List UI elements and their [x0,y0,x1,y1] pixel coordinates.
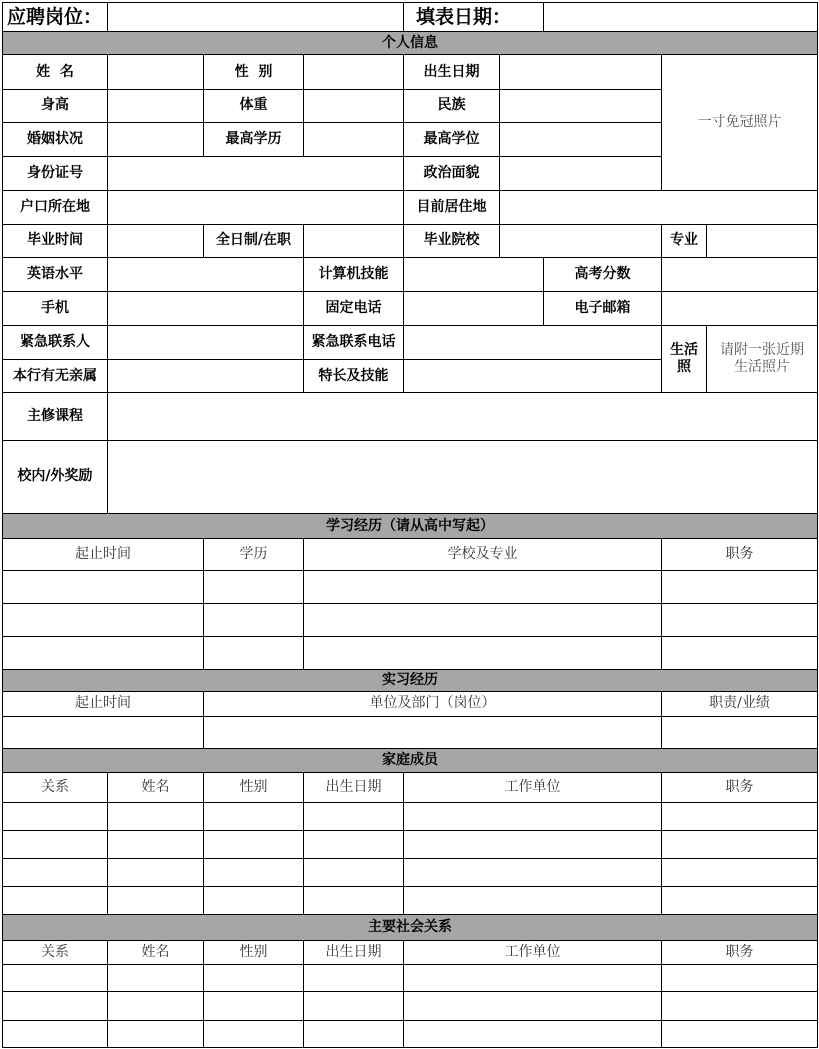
study-cell[interactable] [204,637,304,669]
social-row [3,992,818,1020]
internship-row [3,716,818,748]
social-cell[interactable] [404,992,662,1020]
gender-label: 性 别 [204,55,304,89]
family-cell[interactable] [108,830,204,858]
id-number-label: 身份证号 [3,157,108,190]
internship-col-period: 起止时间 [3,691,204,716]
name-field[interactable] [108,55,204,89]
residence-label: 目前居住地 [404,190,500,224]
gender-field[interactable] [304,55,404,89]
social-cell[interactable] [204,965,304,992]
marital-field[interactable] [108,123,204,157]
awards-field[interactable] [108,440,818,514]
school-label: 毕业院校 [404,224,500,257]
life-photo-label [662,325,707,393]
skills-field[interactable] [404,359,662,392]
family-section-header: 家庭成员 [3,749,818,773]
major-field[interactable] [707,224,818,257]
application-form [2,2,818,1048]
family-row [3,887,818,914]
study-col-degree: 学历 [204,539,304,570]
family-cell[interactable] [204,802,304,830]
weight-field[interactable] [304,89,404,122]
family-cell[interactable] [204,830,304,858]
email-field[interactable] [662,292,818,325]
family-cell[interactable] [304,802,404,830]
study-col-period: 起止时间 [3,539,204,570]
study-cell[interactable] [662,570,818,603]
courses-field[interactable] [108,393,818,440]
name-label: 姓 名 [3,55,108,89]
study-row [3,604,818,637]
social-cell[interactable] [662,992,818,1020]
social-col-relation: 关系 [3,940,108,964]
social-cell[interactable] [304,1020,404,1047]
personal-section-header: 个人信息 [3,32,818,55]
family-cell[interactable] [662,830,818,858]
family-cell[interactable] [3,887,108,914]
height-field[interactable] [108,89,204,122]
family-cell[interactable] [108,802,204,830]
marital-label: 婚姻状况 [3,123,108,157]
study-cell[interactable] [304,570,662,603]
social-cell[interactable] [404,965,662,992]
family-row [3,802,818,830]
birth-date-label: 出生日期 [404,55,500,89]
study-cell[interactable] [3,570,204,603]
courses-label: 主修课程 [3,393,108,440]
study-row [3,570,818,603]
social-col-name: 姓名 [108,940,204,964]
political-field[interactable] [500,157,662,190]
relatives-field[interactable] [108,359,304,392]
computer-field[interactable] [404,258,544,292]
family-cell[interactable] [3,859,108,887]
family-cell[interactable] [404,859,662,887]
skills-label: 特长及技能 [304,359,404,392]
life-photo-box[interactable] [707,325,818,393]
family-col-name: 姓名 [108,773,204,802]
emergency-phone-field[interactable] [404,325,662,359]
email-label: 电子邮箱 [544,292,662,325]
english-label: 英语水平 [3,258,108,292]
social-col-birth: 出生日期 [304,940,404,964]
awards-label: 校内/外奖励 [3,440,108,514]
landline-label: 固定电话 [304,292,404,325]
social-row [3,1020,818,1047]
internship-cell[interactable] [204,716,662,748]
date-label: 填表日期： [404,3,544,32]
social-cell[interactable] [108,992,204,1020]
internship-cell[interactable] [662,716,818,748]
social-cell[interactable] [3,965,108,992]
family-cell[interactable] [108,887,204,914]
birth-date-field[interactable] [500,55,662,89]
social-cell[interactable] [662,1020,818,1047]
position-label: 应聘岗位： [3,3,108,32]
family-cell[interactable] [3,830,108,858]
degree-field[interactable] [500,123,662,157]
family-col-birth: 出生日期 [304,773,404,802]
family-cell[interactable] [404,802,662,830]
internship-cell[interactable] [3,716,204,748]
family-cell[interactable] [662,887,818,914]
social-cell[interactable] [404,1020,662,1047]
computer-label: 计算机技能 [304,258,404,292]
study-cell[interactable] [3,604,204,637]
social-cell[interactable] [108,1020,204,1047]
study-cell[interactable] [662,637,818,669]
family-cell[interactable] [3,802,108,830]
study-cell[interactable] [204,570,304,603]
emergency-contact-field[interactable] [108,325,304,359]
emergency-phone-label: 紧急联系电话 [304,325,404,359]
life-photo-label-text: 生活照 [670,341,699,375]
gaokao-label: 高考分数 [544,258,662,292]
family-cell[interactable] [404,830,662,858]
height-label: 身高 [3,89,108,122]
study-cell[interactable] [304,604,662,637]
english-field[interactable] [108,258,304,292]
study-col-position: 职务 [662,539,818,570]
family-col-position: 职务 [662,773,818,802]
social-row [3,965,818,992]
social-col-gender: 性别 [204,940,304,964]
internship-col-unit: 单位及部门（岗位） [204,691,662,716]
internship-col-duties: 职责/业绩 [662,691,818,716]
social-cell[interactable] [204,1020,304,1047]
study-col-school: 学校及专业 [304,539,662,570]
education-field[interactable] [304,123,404,157]
grad-time-field[interactable] [108,224,204,257]
social-cell[interactable] [304,992,404,1020]
family-cell[interactable] [108,859,204,887]
id-photo-box[interactable]: 一寸免冠照片 [662,55,818,190]
political-label: 政治面貌 [404,157,500,190]
family-row [3,830,818,858]
family-cell[interactable] [204,887,304,914]
major-label: 专业 [662,224,707,257]
family-cell[interactable] [662,802,818,830]
social-col-position: 职务 [662,940,818,964]
social-col-workplace: 工作单位 [404,940,662,964]
mobile-field[interactable] [108,292,304,325]
emergency-contact-label: 紧急联系人 [3,325,108,359]
social-cell[interactable] [204,992,304,1020]
mobile-label: 手机 [3,292,108,325]
social-cell[interactable] [662,965,818,992]
family-col-relation: 关系 [3,773,108,802]
hukou-field[interactable] [108,190,404,224]
study-cell[interactable] [204,604,304,637]
social-cell[interactable] [108,965,204,992]
social-cell[interactable] [3,1020,108,1047]
family-cell[interactable] [404,887,662,914]
family-col-workplace: 工作单位 [404,773,662,802]
family-row [3,859,818,887]
degree-label: 最高学位 [404,123,500,157]
date-value-field[interactable] [544,3,818,32]
residence-field[interactable] [500,190,818,224]
internship-section-header: 实习经历 [3,669,818,691]
position-value-field[interactable] [108,3,404,32]
grad-time-label: 毕业时间 [3,224,108,257]
family-col-gender: 性别 [204,773,304,802]
gaokao-field[interactable] [662,258,818,292]
id-number-field[interactable] [108,157,404,190]
ethnicity-field[interactable] [500,89,662,122]
study-mode-label: 全日制/在职 [204,224,304,257]
study-section-header: 学习经历（请从高中写起） [3,514,818,539]
ethnicity-label: 民族 [404,89,500,122]
family-cell[interactable] [304,859,404,887]
relatives-label: 本行有无亲属 [3,359,108,392]
study-cell[interactable] [304,637,662,669]
study-mode-field[interactable] [304,224,404,257]
education-label: 最高学历 [204,123,304,157]
study-row [3,637,818,669]
landline-field[interactable] [404,292,544,325]
hukou-label: 户口所在地 [3,190,108,224]
study-cell[interactable] [3,637,204,669]
social-section-header: 主要社会关系 [3,914,818,940]
school-field[interactable] [500,224,662,257]
life-photo-note: 请附一张近期生活照片 [720,341,805,375]
social-cell[interactable] [3,992,108,1020]
weight-label: 体重 [204,89,304,122]
social-cell[interactable] [304,965,404,992]
family-cell[interactable] [204,859,304,887]
study-cell[interactable] [662,604,818,637]
family-cell[interactable] [662,859,818,887]
family-cell[interactable] [304,887,404,914]
family-cell[interactable] [304,830,404,858]
